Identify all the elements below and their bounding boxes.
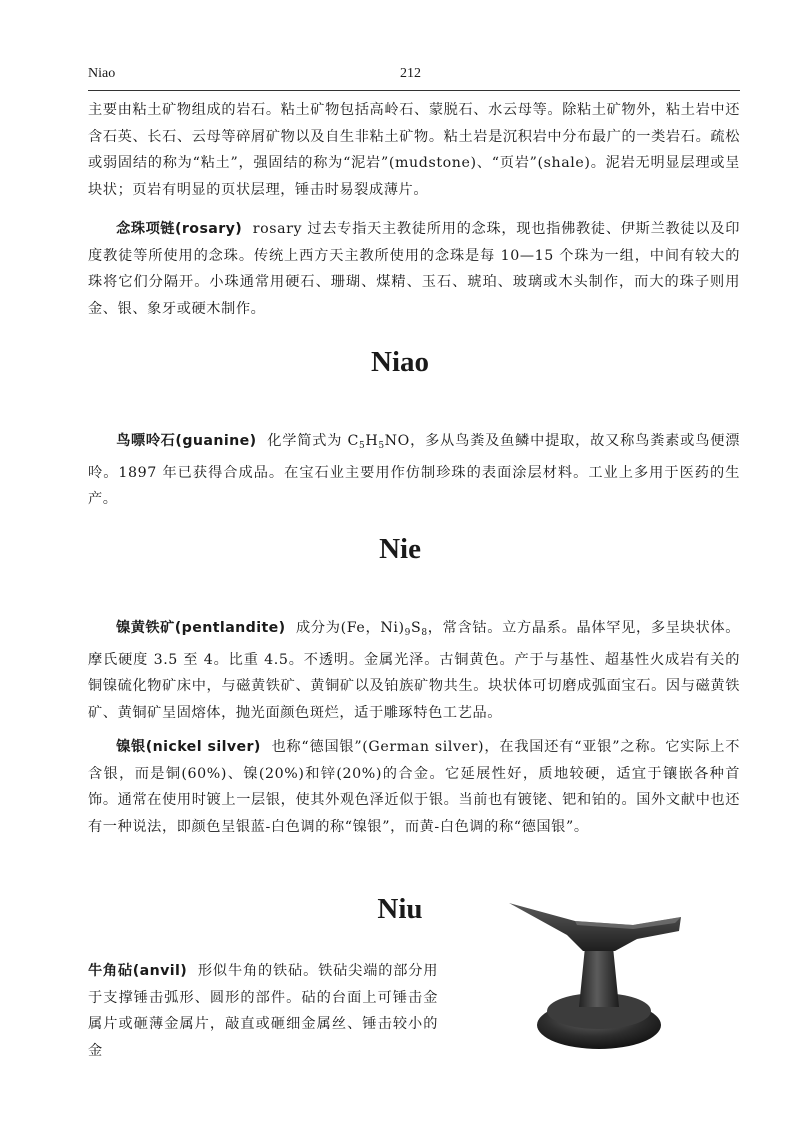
entry-definition: S	[410, 620, 422, 636]
subscript: 5	[359, 441, 366, 451]
anvil-horn	[509, 903, 681, 951]
entry-term: 念珠项链(rosary)	[116, 221, 243, 237]
entry-definition: 成分为(Fe，Ni)	[295, 620, 405, 636]
entry-nickel-silver	[88, 734, 740, 840]
subscript: 9	[404, 628, 411, 638]
entry-definition: rosary 过去专指天主教徒所用的念珠，现也指佛教徒、伊斯兰教徒以及印度教徒等所使用的念珠。传统上西方天主教所使用的念珠是每 10—15 个珠为一组，中间有较大的珠将它们分隔开。小珠通常用硬石、珊瑚、煤精、玉石、琥珀、玻璃或木头制作，而大的珠子则用金、银、象牙或硬木制作。	[88, 221, 740, 317]
section-heading-niu: Niu	[377, 893, 423, 925]
entry-term: 镍黄铁矿(pentlandite)	[116, 620, 286, 636]
entry-term: 牛角砧(anvil)	[88, 963, 188, 979]
entry-definition: ，常含钴。立方晶系。晶体罕见，多呈块状体。摩氏硬度 3.5 至 4。比重 4.5。不透明。金属光泽。古铜黄色。产于与基性、超基性火成岩有关的铜镍硫化物矿床中，与磁黄铁矿、黄铜矿以及铂族矿物共生。块状体可切磨成弧面宝石。因与磁黄铁矿、黄铜矿呈固熔体，抛光面颜色斑烂，适于雕琢特色工艺品。	[88, 620, 740, 721]
header-rule	[88, 90, 740, 91]
entry-pentlandite	[88, 615, 740, 726]
entry-rosary	[88, 216, 740, 322]
subscript: 5	[378, 441, 385, 451]
entry-guanine	[88, 428, 740, 513]
anvil-stem	[579, 947, 619, 1007]
anvil-illustration	[505, 895, 685, 1055]
entry-definition: 也称“德国银”(German silver)，在我国还有“亚银”之称。它实际上不含银，而是铜(60%)、镍(20%)和锌(20%)的合金。它延展性好，质地较硬，适宜于镶嵌各种首饰。通常在使用时镀上一层银，使其外观色泽近似于银。当前也有镀铑、钯和铂的。国外文献中也还有一种说法，即颜色呈银蓝-白色调的称“镍银”，而黄-白色调的称“德国银”。	[88, 739, 740, 835]
page-header	[88, 66, 740, 88]
entry-definition: NO，多从鸟粪及鱼鳞中提取，故又称鸟粪素或鸟便漂呤。1897 年已获得合成品。在宝石业主要用作仿制珍珠的表面涂层材料。工业上多用于医药的生产。	[88, 433, 740, 507]
entry-anvil	[88, 958, 438, 1064]
page-number: 212	[400, 66, 421, 81]
running-head: Niao	[88, 66, 116, 81]
section-heading-niao: Niao	[371, 346, 429, 378]
entry-definition: H	[365, 433, 379, 449]
section-heading-nie: Nie	[379, 533, 421, 565]
entry-term: 鸟嘌呤石(guanine)	[116, 433, 257, 449]
entry-definition: 化学简式为 C	[267, 433, 359, 449]
entry-claystone-continuation: 主要由粘土矿物组成的岩石。粘土矿物包括高岭石、蒙脱石、水云母等。除粘土矿物外，粘土岩中还含石英、长石、云母等碎屑矿物以及自生非粘土矿物。粘土岩是沉积岩中分布最广的一类岩石。疏松或弱固结的称为“粘土”，强固结的称为“泥岩”(mudstone)、“页岩”(shale)。泥岩无明显层理或呈块状；页岩有明显的页状层理，锤击时易裂成薄片。	[88, 102, 740, 198]
subscript: 8	[421, 628, 428, 638]
entry-definition: 形似牛角的铁砧。铁砧尖端的部分用于支撑锤击弧形、圆形的部件。砧的台面上可锤击金属片或砸薄金属片，敲直或砸细金属丝、锤击较小的金	[88, 963, 438, 1059]
entry-term: 镍银(nickel silver)	[116, 739, 261, 755]
